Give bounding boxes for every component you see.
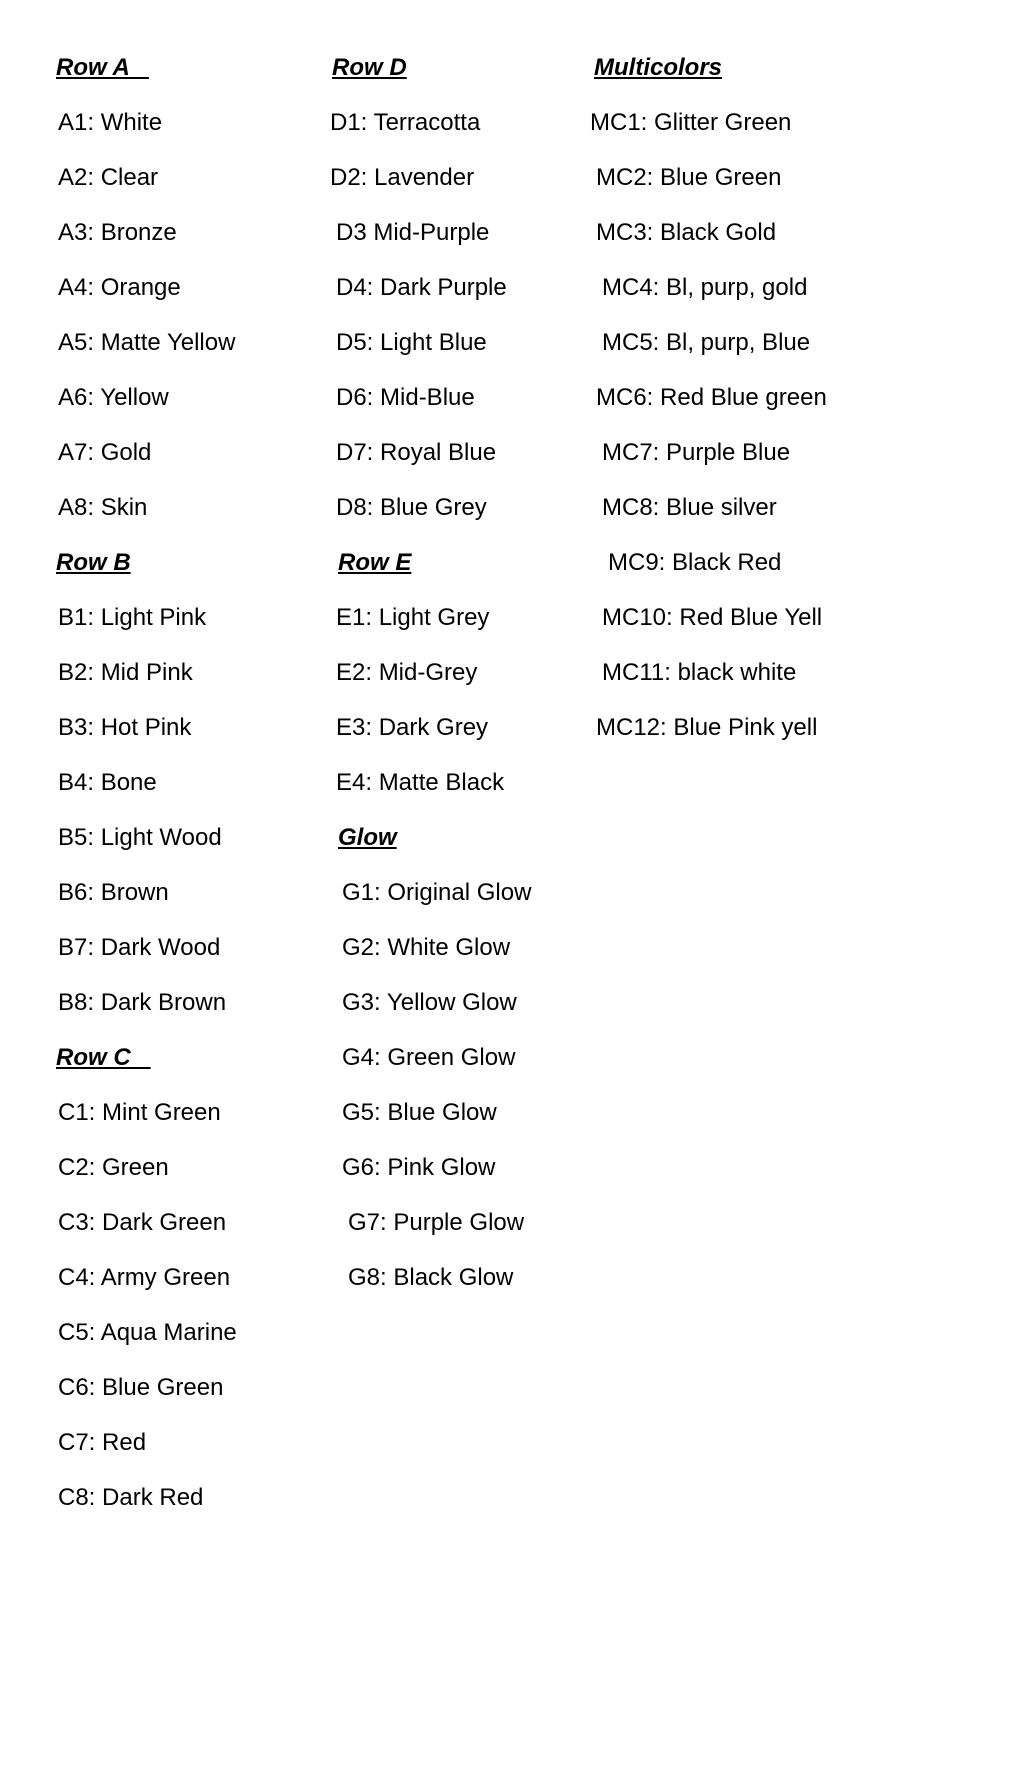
section-heading-row-d: Row D	[332, 53, 407, 81]
section-heading-row-a: Row A	[56, 53, 149, 81]
list-item: G5: Blue Glow	[342, 1098, 497, 1126]
section-heading-multicolors: Multicolors	[594, 53, 723, 81]
list-item: MC3: Black Gold	[596, 218, 777, 246]
list-item: A6: Yellow	[58, 383, 169, 411]
section-row-a	[56, 40, 330, 535]
list-item: MC12: Blue Pink yell	[596, 713, 818, 741]
list-item: E2: Mid-Grey	[336, 658, 478, 686]
list-item: D5: Light Blue	[336, 328, 487, 356]
list-item: MC4: Bl, purp, gold	[602, 273, 808, 301]
list-item: MC5: Bl, purp, Blue	[602, 328, 811, 356]
list-item: G2: White Glow	[342, 933, 511, 961]
list-item: MC11: black white	[602, 658, 797, 686]
section-glow	[330, 810, 590, 1305]
list-item: A7: Gold	[58, 438, 152, 466]
list-item: C8: Dark Red	[58, 1483, 204, 1511]
list-item: D7: Royal Blue	[336, 438, 497, 466]
list-item: G6: Pink Glow	[342, 1153, 496, 1181]
column-middle	[330, 40, 590, 1305]
list-item: G7: Purple Glow	[348, 1208, 525, 1236]
list-item: C7: Red	[58, 1428, 147, 1456]
list-item: A2: Clear	[58, 163, 159, 191]
list-item: A5: Matte Yellow	[58, 328, 236, 356]
list-item: C3: Dark Green	[58, 1208, 227, 1236]
list-item: B7: Dark Wood	[58, 933, 221, 961]
list-item: B1: Light Pink	[58, 603, 207, 631]
section-multicolors	[590, 40, 990, 755]
list-item: MC1: Glitter Green	[590, 108, 792, 136]
list-item: E4: Matte Black	[336, 768, 505, 796]
list-item: G3: Yellow Glow	[342, 988, 517, 1016]
list-item: MC9: Black Red	[608, 548, 782, 576]
list-item: D4: Dark Purple	[336, 273, 507, 301]
section-row-e	[330, 535, 590, 810]
list-item: D8: Blue Grey	[336, 493, 487, 521]
section-heading-row-c: Row C	[56, 1043, 151, 1071]
list-item: G1: Original Glow	[342, 878, 532, 906]
list-item: E1: Light Grey	[336, 603, 490, 631]
column-left	[0, 40, 330, 1525]
list-item: D3 Mid-Purple	[336, 218, 490, 246]
list-item: B4: Bone	[58, 768, 157, 796]
list-item: A3: Bronze	[58, 218, 177, 246]
list-item: C2: Green	[58, 1153, 169, 1181]
list-item: MC6: Red Blue green	[596, 383, 827, 411]
list-item: MC10: Red Blue Yell	[602, 603, 823, 631]
list-item: C5: Aqua Marine	[58, 1318, 237, 1346]
list-item: B5: Light Wood	[58, 823, 222, 851]
column-right	[590, 40, 990, 755]
section-heading-row-b: Row B	[56, 548, 131, 576]
list-item: E3: Dark Grey	[336, 713, 489, 741]
list-item: D2: Lavender	[330, 163, 475, 191]
list-item: B3: Hot Pink	[58, 713, 192, 741]
list-item: A1: White	[58, 108, 163, 136]
list-item: D6: Mid-Blue	[336, 383, 475, 411]
list-item: MC8: Blue silver	[602, 493, 777, 521]
list-item: B6: Brown	[58, 878, 169, 906]
section-row-d	[330, 40, 590, 535]
list-item: C6: Blue Green	[58, 1373, 224, 1401]
list-item: B2: Mid Pink	[58, 658, 193, 686]
list-item: C1: Mint Green	[58, 1098, 221, 1126]
section-row-c	[56, 1030, 330, 1525]
list-item: B8: Dark Brown	[58, 988, 227, 1016]
section-heading-glow: Glow	[338, 823, 397, 851]
list-item: MC7: Purple Blue	[602, 438, 791, 466]
list-item: G4: Green Glow	[342, 1043, 516, 1071]
list-item: A8: Skin	[58, 493, 148, 521]
list-item: C4: Army Green	[58, 1263, 231, 1291]
list-item: G8: Black Glow	[348, 1263, 514, 1291]
list-item: MC2: Blue Green	[596, 163, 782, 191]
section-heading-row-e: Row E	[338, 548, 412, 576]
section-row-b	[56, 535, 330, 1030]
list-item: D1: Terracotta	[330, 108, 481, 136]
list-item: A4: Orange	[58, 273, 181, 301]
